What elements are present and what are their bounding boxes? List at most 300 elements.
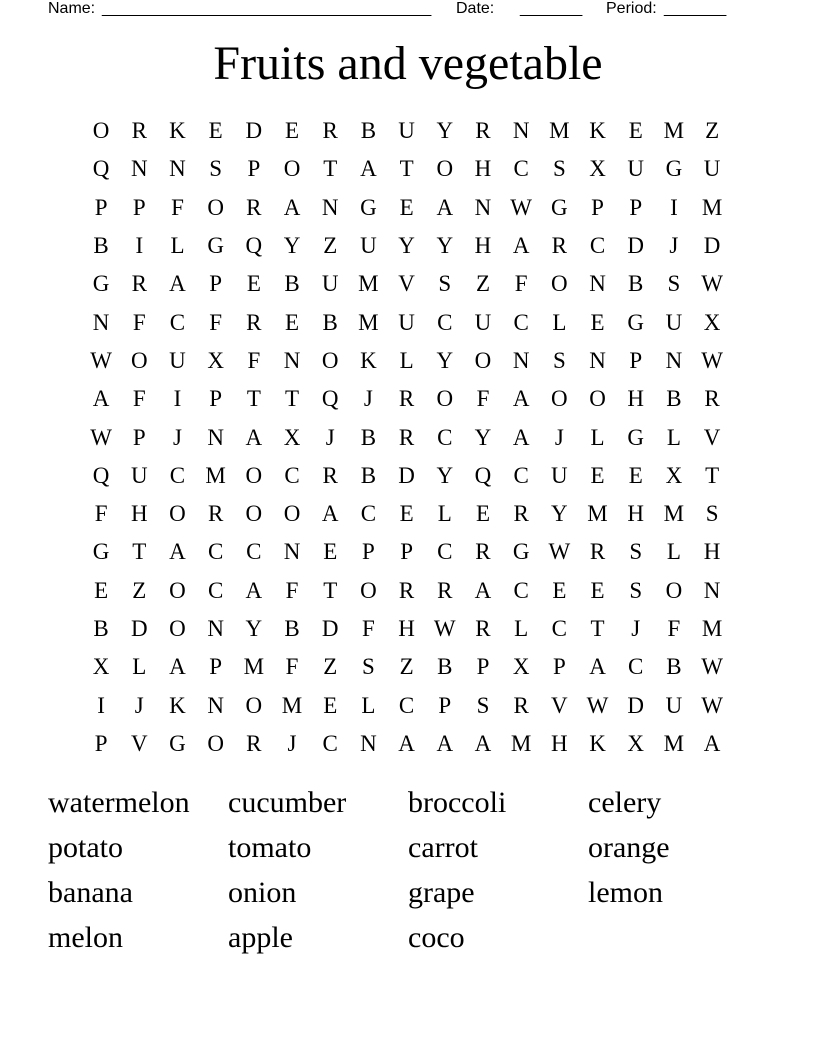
grid-letter: K: [589, 118, 606, 144]
grid-letter: Z: [399, 654, 414, 680]
grid-letter: Y: [283, 233, 301, 259]
grid-letter: E: [590, 577, 605, 603]
grid-letter: H: [474, 233, 492, 259]
date-label: Date:: [456, 0, 495, 17]
grid-letter: O: [551, 271, 568, 297]
grid-letter: P: [629, 347, 643, 373]
grid-row: [82, 112, 734, 150]
grid-letter: R: [437, 577, 453, 603]
grid-letter: P: [209, 654, 223, 680]
grid-letter: P: [209, 386, 223, 412]
grid-letter: N: [283, 539, 301, 565]
grid-letter: R: [704, 386, 720, 412]
grid-letter: I: [97, 692, 105, 718]
grid-letter: N: [207, 692, 224, 718]
grid-letter: S: [629, 577, 643, 603]
grid-letter: M: [701, 194, 723, 220]
grid-letter: D: [627, 692, 645, 718]
grid-letter: I: [173, 386, 182, 412]
grid-letter: B: [437, 654, 453, 680]
grid-letter: L: [666, 424, 681, 450]
grid-letter: K: [169, 692, 186, 718]
grid-letter: B: [284, 271, 300, 297]
grid-letter: O: [207, 730, 224, 756]
grid-letter: P: [400, 539, 413, 565]
grid-letter: H: [130, 501, 148, 527]
grid-letter: A: [512, 424, 530, 450]
grid-letter: T: [246, 386, 261, 412]
grid-letter: Q: [92, 156, 110, 182]
grid-letter: T: [323, 577, 338, 603]
grid-letter: S: [667, 271, 681, 297]
grid-letter: T: [590, 616, 605, 641]
grid-letter: E: [590, 309, 605, 335]
grid-letter: U: [665, 692, 683, 718]
grid-letter: P: [132, 194, 146, 220]
grid-letter: U: [474, 309, 492, 335]
grid-letter: R: [398, 386, 415, 412]
grid-letter: Y: [436, 347, 454, 373]
grid-letter: B: [360, 424, 377, 450]
grid-letter: A: [703, 730, 721, 756]
grid-letter: Z: [323, 233, 338, 259]
grid-letter: S: [705, 501, 719, 527]
grid-letter: S: [476, 692, 490, 718]
date-field-line: _______: [520, 0, 583, 17]
word-bank-item: tomato: [228, 831, 312, 864]
grid-row: [82, 265, 734, 303]
grid-letter: C: [513, 156, 529, 182]
grid-letter: S: [552, 156, 566, 182]
grid-letter: N: [512, 118, 530, 144]
word-bank-item: grape: [408, 876, 475, 909]
grid-letter: R: [207, 501, 224, 527]
grid-letter: N: [130, 156, 148, 182]
grid-letter: W: [586, 692, 609, 718]
grid-letter: U: [627, 156, 645, 182]
grid-letter: S: [209, 156, 223, 182]
grid-letter: D: [245, 118, 263, 144]
grid-letter: Y: [474, 424, 492, 450]
grid-letter: E: [628, 118, 643, 144]
grid-letter: B: [322, 309, 338, 335]
grid-letter: Q: [474, 462, 492, 488]
grid-letter: A: [512, 233, 530, 259]
grid-row: [82, 342, 734, 380]
grid-letter: R: [513, 692, 529, 718]
grid-letter: I: [670, 194, 678, 220]
grid-letter: Z: [323, 654, 338, 680]
period-field-line: _______: [664, 0, 727, 17]
grid-letter: O: [283, 156, 301, 182]
grid-letter: L: [170, 233, 185, 259]
grid-letter: A: [474, 730, 492, 756]
grid-letter: F: [362, 616, 375, 641]
grid-letter: U: [398, 309, 415, 335]
grid-letter: F: [247, 347, 261, 373]
grid-letter: A: [398, 730, 415, 756]
grid-letter: U: [360, 233, 377, 259]
grid-letter: Y: [436, 462, 454, 488]
word-bank-item: carrot: [408, 831, 478, 864]
grid-letter: M: [281, 692, 303, 718]
grid-row: [82, 686, 734, 724]
grid-letter: U: [703, 156, 721, 182]
grid-letter: X: [703, 309, 721, 335]
grid-letter: O: [92, 118, 110, 144]
word-bank-item: banana: [48, 876, 133, 909]
grid-letter: B: [360, 462, 377, 488]
grid-row: [82, 457, 734, 495]
grid-letter: A: [589, 654, 606, 680]
grid-letter: G: [627, 424, 645, 450]
grid-letter: Z: [475, 271, 490, 297]
grid-letter: J: [172, 424, 182, 450]
grid-letter: Z: [132, 577, 147, 603]
grid-letter: N: [321, 194, 339, 220]
grid-letter: A: [245, 577, 263, 603]
grid-letter: P: [132, 424, 146, 450]
grid-letter: G: [360, 194, 377, 220]
grid-letter: E: [628, 462, 643, 488]
grid-letter: E: [323, 539, 338, 565]
grid-letter: E: [475, 501, 490, 527]
grid-letter: X: [665, 462, 683, 488]
grid-letter: P: [438, 692, 452, 718]
grid-letter: K: [589, 730, 606, 756]
grid-letter: G: [169, 730, 186, 756]
grid-letter: C: [169, 309, 186, 335]
grid-letter: D: [398, 462, 415, 488]
grid-letter: W: [433, 616, 456, 641]
grid-letter: G: [92, 539, 110, 565]
grid-letter: D: [130, 616, 148, 641]
grid-letter: K: [169, 118, 186, 144]
grid-letter: M: [510, 730, 532, 756]
grid-letter: K: [360, 347, 377, 373]
grid-letter: A: [283, 194, 301, 220]
grid-letter: W: [701, 692, 723, 718]
grid-letter: U: [398, 118, 415, 144]
grid-letter: J: [287, 730, 297, 756]
grid-letter: B: [93, 616, 109, 641]
grid-row: [82, 418, 734, 456]
grid-letter: H: [627, 501, 645, 527]
grid-letter: C: [207, 577, 224, 603]
grid-letter: X: [283, 424, 301, 450]
grid-letter: E: [323, 692, 338, 718]
grid-letter: C: [437, 309, 453, 335]
grid-letter: L: [437, 501, 452, 527]
grid-letter: P: [362, 539, 375, 565]
grid-letter: Y: [436, 233, 454, 259]
grid-letter: E: [285, 118, 300, 144]
grid-letter: A: [245, 424, 263, 450]
grid-letter: B: [666, 654, 682, 680]
grid-letter: R: [131, 271, 147, 297]
grid-letter: T: [705, 462, 720, 488]
grid-letter: P: [552, 654, 566, 680]
grid-letter: R: [475, 118, 491, 144]
word-bank-item: broccoli: [408, 786, 507, 819]
grid-letter: J: [363, 386, 373, 412]
grid-letter: F: [132, 386, 146, 412]
grid-letter: F: [667, 616, 681, 641]
grid-letter: N: [703, 577, 721, 603]
grid-letter: E: [590, 462, 605, 488]
grid-letter: E: [246, 271, 261, 297]
grid-letter: L: [666, 539, 681, 565]
grid-letter: R: [475, 539, 491, 565]
grid-letter: Y: [398, 233, 415, 259]
grid-letter: U: [665, 309, 683, 335]
grid-letter: W: [90, 347, 112, 373]
grid-letter: W: [701, 271, 723, 297]
grid-letter: X: [589, 156, 606, 182]
grid-letter: J: [554, 424, 564, 450]
grid-letter: D: [321, 616, 339, 641]
grid-letter: N: [92, 309, 110, 335]
grid-letter: C: [513, 462, 529, 488]
grid-letter: W: [90, 424, 112, 450]
grid-letter: B: [666, 386, 682, 412]
grid-letter: O: [436, 156, 454, 182]
grid-letter: E: [399, 501, 414, 527]
grid-letter: A: [474, 577, 492, 603]
page-title: Fruits and vegetable: [213, 37, 603, 90]
grid-letter: P: [476, 654, 490, 680]
grid-letter: C: [513, 309, 529, 335]
grid-letter: J: [325, 424, 335, 450]
word-bank-item: melon: [48, 921, 123, 954]
grid-letter: H: [703, 539, 721, 565]
word-search-grid: [82, 112, 734, 763]
grid-letter: E: [94, 577, 109, 603]
grid-letter: M: [663, 501, 685, 527]
grid-letter: P: [94, 730, 108, 756]
grid-letter: Q: [321, 386, 339, 412]
grid-letter: E: [285, 309, 300, 335]
grid-letter: R: [131, 118, 147, 144]
grid-letter: V: [398, 271, 415, 297]
grid-letter: D: [703, 233, 721, 259]
grid-row: [82, 303, 734, 341]
grid-letter: S: [629, 539, 643, 565]
grid-letter: B: [93, 233, 109, 259]
grid-letter: S: [438, 271, 452, 297]
name-label: Name:: [48, 0, 96, 17]
grid-letter: Z: [705, 118, 720, 144]
grid-letter: A: [436, 730, 454, 756]
word-bank-item: watermelon: [48, 786, 190, 819]
grid-letter: R: [322, 462, 338, 488]
grid-letter: O: [283, 501, 301, 527]
word-bank-item: onion: [228, 876, 297, 909]
grid-letter: O: [245, 501, 263, 527]
grid-letter: F: [94, 501, 108, 527]
grid-letter: G: [207, 233, 224, 259]
grid-row: [82, 610, 734, 648]
grid-letter: R: [398, 577, 415, 603]
grid-letter: T: [323, 156, 338, 182]
word-bank: [48, 780, 768, 960]
grid-letter: U: [130, 462, 148, 488]
grid-row: [82, 380, 734, 418]
grid-letter: A: [321, 501, 339, 527]
grid-letter: R: [246, 730, 262, 756]
grid-letter: A: [169, 539, 186, 565]
grid-letter: V: [551, 692, 568, 718]
grid-letter: Y: [436, 118, 454, 144]
name-field-line: _____________________________________: [102, 0, 432, 17]
grid-letter: F: [132, 309, 146, 335]
grid-letter: J: [669, 233, 679, 259]
grid-letter: O: [360, 577, 377, 603]
grid-letter: F: [285, 577, 299, 603]
grid-row: [82, 495, 734, 533]
grid-letter: N: [283, 347, 301, 373]
grid-letter: G: [627, 309, 645, 335]
word-bank-item: cucumber: [228, 786, 347, 819]
grid-letter: N: [207, 616, 224, 641]
grid-letter: E: [552, 577, 567, 603]
grid-letter: B: [360, 118, 377, 144]
grid-letter: I: [135, 233, 144, 259]
grid-letter: C: [551, 616, 568, 641]
grid-letter: M: [243, 654, 265, 680]
grid-letter: X: [627, 730, 645, 756]
grid-letter: Y: [551, 501, 568, 527]
grid-letter: S: [362, 654, 375, 680]
grid-letter: O: [551, 386, 568, 412]
grid-letter: E: [399, 194, 414, 220]
grid-letter: J: [631, 616, 641, 641]
grid-letter: C: [284, 462, 300, 488]
grid-letter: O: [169, 577, 186, 603]
grid-letter: O: [436, 386, 454, 412]
grid-row: [82, 648, 734, 686]
grid-letter: N: [360, 730, 377, 756]
grid-letter: U: [551, 462, 568, 488]
grid-letter: S: [552, 347, 566, 373]
grid-letter: O: [207, 194, 224, 220]
grid-letter: P: [591, 194, 604, 220]
grid-letter: R: [246, 194, 262, 220]
grid-letter: A: [169, 271, 186, 297]
word-bank-item: apple: [228, 921, 293, 954]
grid-letter: T: [399, 156, 414, 182]
grid-letter: O: [665, 577, 683, 603]
grid-letter: G: [665, 156, 683, 182]
grid-letter: N: [207, 424, 224, 450]
grid-letter: E: [208, 118, 223, 144]
grid-letter: B: [628, 271, 644, 297]
grid-letter: P: [94, 194, 108, 220]
grid-letter: R: [246, 309, 262, 335]
grid-letter: C: [437, 424, 453, 450]
grid-letter: L: [132, 654, 147, 680]
grid-letter: B: [284, 616, 300, 641]
grid-letter: V: [703, 424, 721, 450]
grid-letter: X: [512, 654, 530, 680]
grid-letter: O: [589, 386, 606, 412]
word-bank-item: coco: [408, 921, 465, 954]
grid-letter: C: [360, 501, 377, 527]
grid-letter: W: [701, 347, 723, 373]
grid-letter: C: [513, 577, 529, 603]
grid-letter: M: [663, 730, 685, 756]
grid-letter: O: [321, 347, 339, 373]
grid-row: [82, 725, 734, 763]
grid-letter: A: [169, 654, 186, 680]
grid-letter: X: [92, 654, 110, 680]
grid-letter: M: [701, 616, 723, 641]
grid-letter: L: [399, 347, 414, 373]
grid-letter: C: [398, 692, 415, 718]
grid-letter: W: [510, 194, 533, 220]
grid-letter: C: [322, 730, 338, 756]
grid-letter: R: [322, 118, 338, 144]
grid-row: [82, 572, 734, 610]
grid-letter: C: [437, 539, 453, 565]
grid-letter: W: [701, 654, 723, 680]
grid-letter: N: [589, 271, 606, 297]
grid-letter: C: [628, 654, 644, 680]
grid-letter: G: [551, 194, 568, 220]
grid-letter: X: [207, 347, 224, 373]
grid-letter: P: [247, 156, 261, 182]
word-bank-item: potato: [48, 831, 123, 864]
grid-letter: M: [358, 271, 379, 297]
grid-letter: A: [360, 156, 377, 182]
grid-letter: Q: [245, 233, 263, 259]
grid-letter: U: [321, 271, 339, 297]
grid-letter: M: [663, 118, 685, 144]
grid-letter: O: [130, 347, 148, 373]
grid-letter: F: [476, 386, 490, 412]
grid-letter: M: [205, 462, 226, 488]
grid-letter: P: [209, 271, 223, 297]
grid-letter: O: [245, 462, 263, 488]
grid-letter: C: [207, 539, 224, 565]
grid-letter: R: [398, 424, 415, 450]
grid-letter: M: [587, 501, 608, 527]
grid-letter: G: [92, 271, 110, 297]
grid-letter: F: [285, 654, 299, 680]
grid-letter: Q: [92, 462, 110, 488]
grid-letter: C: [169, 462, 186, 488]
grid-letter: C: [589, 233, 606, 259]
grid-letter: H: [398, 616, 415, 641]
grid-letter: O: [169, 616, 186, 641]
grid-letter: M: [549, 118, 570, 144]
grid-letter: O: [245, 692, 263, 718]
grid-letter: V: [130, 730, 148, 756]
grid-letter: N: [589, 347, 606, 373]
grid-letter: D: [627, 233, 645, 259]
grid-letter: U: [169, 347, 186, 373]
grid-letter: T: [132, 539, 147, 565]
grid-letter: L: [590, 424, 605, 450]
word-bank-item: lemon: [588, 876, 663, 909]
grid-letter: T: [285, 386, 300, 412]
grid-letter: M: [358, 309, 379, 335]
grid-letter: J: [134, 692, 144, 718]
grid-letter: L: [361, 692, 376, 718]
grid-letter: O: [474, 347, 492, 373]
grid-row: [82, 150, 734, 188]
grid-letter: L: [552, 309, 567, 335]
